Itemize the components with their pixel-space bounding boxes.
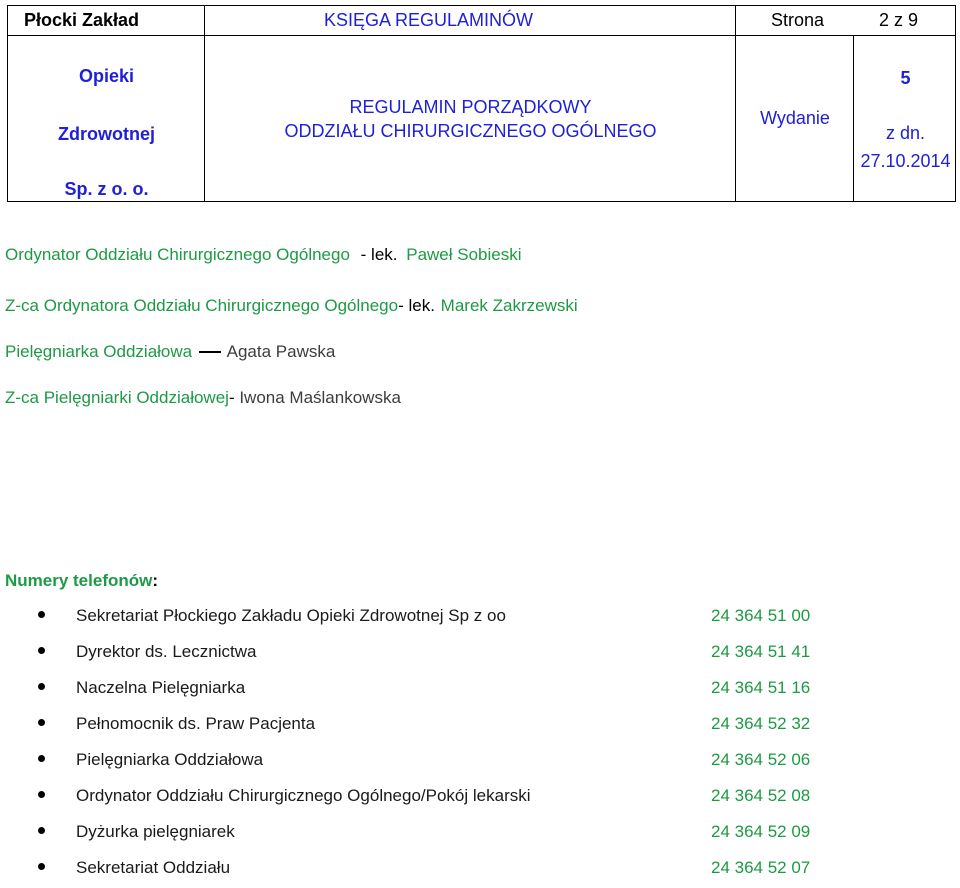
edition-value-cell (854, 35, 957, 201)
phone-list-item (0, 708, 960, 744)
bullet-icon (38, 647, 45, 654)
regulation-title-line: ODDZIAŁU CHIRURGICZNEGO OGÓLNEGO (284, 121, 657, 141)
edition-number: 5 (900, 68, 911, 88)
phone-list-item (0, 600, 960, 636)
staff-role: Z-ca Ordynatora Oddziału Chirurgicznego Ogólnego (5, 296, 399, 315)
phone-number: 24 364 51 41 (711, 642, 811, 661)
staff-person-name: Marek Zakrzewski (440, 296, 578, 315)
staff-role: Z-ca Pielęgniarki Oddziałowej (5, 388, 229, 407)
phone-number: 24 364 51 00 (711, 606, 811, 625)
phone-contact-name: Naczelna Pielęgniarka (76, 678, 246, 697)
phone-list-item (0, 780, 960, 816)
phone-number: 24 364 52 32 (711, 714, 811, 733)
book-title: KSIĘGA REGULAMINÓW (324, 10, 534, 30)
phone-number: 24 364 51 16 (711, 678, 811, 697)
bullet-icon (38, 683, 45, 690)
header-page-value-cell (854, 6, 957, 35)
phone-list-item (0, 636, 960, 672)
edition-date: 27.10.2014 (860, 151, 951, 171)
edition-date-prefix: z dn. (885, 123, 926, 143)
staff-separator: - lek. (398, 296, 435, 315)
header-book-cell (205, 6, 736, 35)
dash-separator (199, 351, 221, 353)
phone-contact-name: Dyrektor ds. Lecznictwa (76, 642, 257, 661)
company-name-line: Zdrowotnej (58, 124, 155, 144)
staff-ordynator (5, 245, 522, 265)
page-label: Strona (771, 10, 825, 30)
bullet-icon (38, 863, 45, 870)
company-name-line: Sp. z o. o. (64, 179, 149, 199)
bullet-icon (38, 611, 45, 618)
page-number: 2 z 9 (879, 10, 919, 30)
phone-contact-name: Sekretariat Oddziału (76, 858, 231, 877)
phone-contact-name: Pielęgniarka Oddziałowa (76, 750, 264, 769)
phone-contact-name: Pełnomocnik ds. Praw Pacjenta (76, 714, 316, 733)
phone-list-item (0, 852, 960, 888)
phone-number: 24 364 52 09 (711, 822, 811, 841)
company-name-cell (8, 35, 205, 201)
header-page-label-cell (736, 6, 854, 35)
staff-role: Pielęgniarka Oddziałowa (5, 342, 193, 361)
staff-pielegniarka-oddzialowa (5, 342, 335, 362)
bullet-icon (38, 719, 45, 726)
phones-heading (5, 571, 158, 591)
staff-zca-pielegniarki (5, 388, 401, 408)
edition-label: Wydanie (760, 108, 830, 128)
bullet-icon (38, 791, 45, 798)
phone-list-item (0, 672, 960, 708)
edition-label-cell (736, 35, 854, 201)
phone-number: 24 364 52 07 (711, 858, 811, 877)
company-name-line: Opieki (78, 66, 135, 86)
phones-heading-text: Numery telefonów (5, 571, 153, 590)
staff-separator: - lek. (360, 245, 398, 264)
phone-number: 24 364 52 08 (711, 786, 811, 805)
header-company-cell (8, 6, 205, 35)
header-bottom-row (8, 35, 955, 201)
phones-heading-colon: : (152, 571, 159, 590)
phone-contact-name: Sekretariat Płockiego Zakładu Opieki Zdrowotnej Sp z oo (76, 606, 506, 625)
regulation-title-cell (205, 35, 736, 201)
phone-number: 24 364 52 06 (711, 750, 811, 769)
document-header (7, 5, 956, 202)
staff-role: Ordynator Oddziału Chirurgicznego Ogólnego (5, 245, 350, 264)
header-top-row (8, 6, 955, 36)
staff-person-name: Paweł Sobieski (406, 245, 522, 264)
phone-contact-name: Dyżurka pielęgniarek (76, 822, 235, 841)
staff-separator: - (228, 388, 240, 407)
phone-list-item (0, 816, 960, 852)
bullet-icon (38, 755, 45, 762)
bullet-icon (38, 827, 45, 834)
phone-contact-name: Ordynator Oddziału Chirurgicznego Ogólnego/Pokój lekarski (76, 786, 531, 805)
staff-person-name: Iwona Maślankowska (239, 388, 401, 407)
staff-zca-ordynatora (5, 296, 578, 316)
phone-list-item (0, 744, 960, 780)
regulation-title-line: REGULAMIN PORZĄDKOWY (349, 97, 592, 117)
company-title: Płocki Zakład (24, 10, 140, 30)
staff-person-name: Agata Pawska (226, 342, 336, 361)
